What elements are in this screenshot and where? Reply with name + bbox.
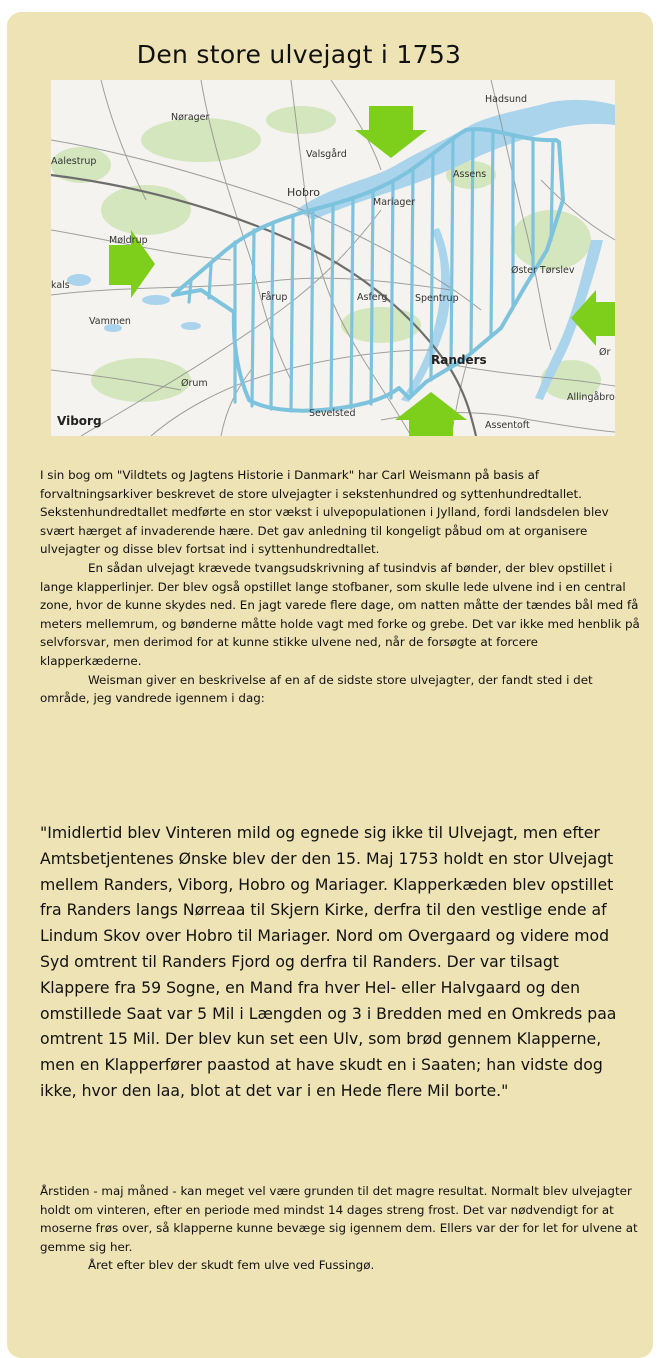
label-aalestrup: Aalestrup (51, 156, 97, 167)
label-orum: Ørum (181, 378, 208, 389)
label-sevlsted: Sevelsted (309, 408, 356, 419)
label-spentrup: Spentrup (415, 293, 459, 304)
arrow-north (355, 106, 427, 158)
label-allingabro: Allingåbro (567, 392, 615, 403)
label-hadsund: Hadsund (485, 94, 528, 105)
hunt-zone (173, 129, 563, 411)
intro-text (40, 466, 640, 708)
label-ostertorslev: Øster Tørslev (511, 265, 575, 276)
intro-paragraph-1: I sin bog om "Vildtets og Jagtens Historie i Danmark" har Carl Weismann på basis af forvaltningsarkiver beskrevet de store ulvejagter i sekstenhundred og syttenhundredtallet. Sekstenhundredtallet medførte en stor vækst i ulvepopulationen i Jylland, fordi landsdelen blev svært hærget af invaderende hære. Det gav anledning til kongeligt påbud om at organisere ulvejagter og disse blev fortsat ind i syttenhundredtallet. (40, 468, 609, 557)
label-norager: Nørager (171, 112, 210, 123)
label-asferg: Asferg (357, 292, 388, 303)
hunt-zone-hatching (189, 130, 553, 411)
label-hobro: Hobro (287, 186, 320, 199)
label-randers: Randers (431, 353, 487, 367)
page-title: Den store ulvejagt i 1753 (136, 40, 462, 69)
label-assentoft: Assentoft (485, 420, 530, 431)
label-kals: kals (51, 280, 70, 291)
weismann-quote: "Imidlertid blev Vinteren mild og egnede sig ikke til Ulvejagt, men efter Amtsbetjentenes Ønske blev der den 15. Maj 1753 holdt en stor Ulvejagt mellem Randers, Viborg, Hobro og Mariager. Klapperkæden blev opstillet fra Randers langs Nørreaa til Skjern Kirke, derfra til den vestlige ende af Lindum Skov over Hobro til Mariager. Nord om Overgaard og videre mod Syd omtrent til Randers Fjord og derfra til Randers. Der var tilsagt Klappere fra 59 Sogne, en Mand fra hver Hel- eller Halvgaard og den omstillede Saat var 5 Mil i Længden og 3 i Bredden med en Omkreds paa omtrent 15 Mil. Der blev kun set een Ulv, som brød gennem Klapperne, men en Klapperfører paastod at have skudt en i Saaten; han vidste dog ikke, hvor den laa, blot at det var i en Hede flere Mil borte." (40, 823, 617, 1100)
label-mariager: Mariager (373, 197, 416, 208)
label-valsgard: Valsgård (306, 149, 347, 160)
hunt-map (51, 80, 615, 436)
intro-paragraph-3: Weisman giver en beskrivelse af en af de sidste store ulvejagter, der fandt sted i det område, jeg vandrede igennem i dag: (40, 672, 593, 706)
intro-paragraph-2: En sådan ulvejagt krævede tvangsudskrivning af tusindvis af bønder, der blev opstillet i lange klapperlinjer. Der blev også opstillet lange stofbaner, som skulle lede ulvene ind i en central zone, hvor de kunne skydes ned. En jagt varede flere dage, om natten måtte der tændes bål med få meters mellemrum, og bønderne måtte holde vagt med forke og grebe. Det var ikke med henblik på selvforsvar, men derimod for at kunne stikke ulvene ned, når de forsøgte at forcere klapperkæderne. (40, 560, 640, 668)
label-assens: Assens (453, 169, 487, 180)
article-card (7, 12, 653, 1358)
label-vammen: Vammen (89, 316, 131, 327)
label-moldrup: Møldrup (109, 235, 148, 246)
label-oe: Ør (599, 347, 611, 358)
label-viborg: Viborg (57, 414, 102, 428)
outro-paragraph-1: Årstiden - maj måned - kan meget vel være grunden til det magre resultat. Normalt blev ulvejagter holdt om vinteren, efter en periode med mindst 14 dages streng frost. Det var nødvendigt for at moserne frøs over, så klapperne kunne bevæge sig igennem dem. Ellers var der for let for ulvene at gemme sig her. (40, 1184, 638, 1254)
outro-text (40, 1182, 640, 1275)
map-canvas (51, 80, 615, 436)
label-fallup: Fårup (261, 292, 288, 303)
outro-paragraph-2: Året efter blev der skudt fem ulve ved Fussingø. (88, 1258, 375, 1272)
